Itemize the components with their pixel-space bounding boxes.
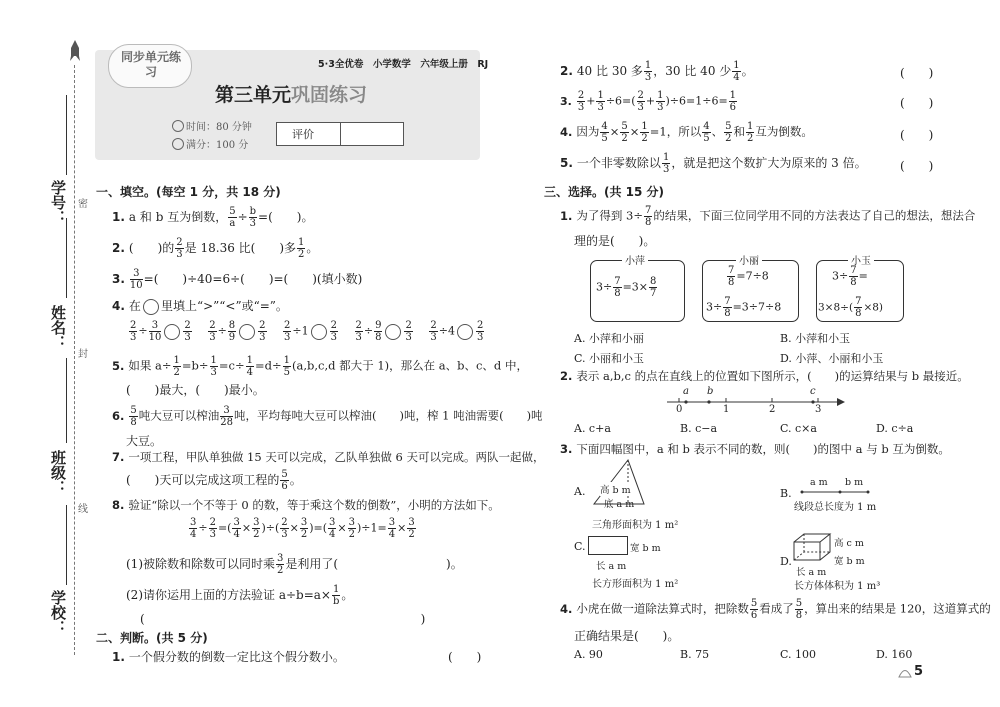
choice-4-line2: 正确结果是( )。	[574, 629, 680, 643]
rocket-icon	[70, 40, 80, 62]
circle-icon	[143, 299, 159, 315]
judge-1: 1. 一个假分数的倒数一定比这个假分数小。	[112, 650, 345, 664]
choice-4-option-d[interactable]: D. 160	[876, 648, 913, 661]
judge-4: 4. 因为 $\frac{4}{5}$ × $\frac{5}{2}$ × $\frac{1}{2}$ =1，所以 $\frac{4}{5}$ 、 $\frac{5}{2}$ 和 $\frac{1}{2}$ 互为倒数。	[560, 121, 813, 144]
choice-3: 3. 下面四幅图中，a 和 b 表示不同的数，则( )的图中 a 与 b 互为倒数。	[560, 442, 950, 456]
question-8-answer: ( )	[140, 612, 426, 626]
seal-mark-3: 线	[78, 504, 88, 515]
judge-2: 2. 40 比 30 多 $\frac{1}{3}$ ，30 比 40 少 $\frac{1}{4}$ 。	[560, 60, 754, 83]
tick-3: 3	[815, 404, 822, 415]
figure-a-label[interactable]: A.	[574, 485, 586, 498]
title-part-a: 第三单元	[215, 84, 292, 106]
judge-1-answer[interactable]: ( )	[448, 650, 482, 664]
choice-1-line2: 理的是( )。	[574, 234, 656, 248]
question-8: 8. 验证“除以一个不等于 0 的数，等于乘这个数的倒数”，小明的方法如下。	[112, 498, 500, 512]
eval-label: 评价	[292, 128, 314, 141]
choice-2: 2. 表示 a,b,c 的点在直线上的位置如下图所示，( )的运算结果与 b 最接近。	[560, 369, 969, 383]
method-formula-xiaoping: 3÷ $\frac{7}{8}$ =3× $\frac{8}{7}$	[596, 276, 657, 299]
cuboid-figure	[792, 532, 832, 562]
question-8-sub2: (2)请你运用上面的方法验证 a÷b=a× $\frac{1}{b}$ 。	[126, 584, 354, 607]
compare-circle-4[interactable]	[385, 324, 401, 340]
section-choice: 三、选择。(共 15 分)	[544, 185, 665, 199]
choice-1-option-b[interactable]: B. 小萍和小玉	[780, 332, 851, 345]
question-3: 3. $\frac{3}{10}$ =( )÷40=6÷( )=( )(填小数)	[112, 268, 363, 291]
series-line: 5·3全优卷 小学数学 六年级上册 RJ	[318, 59, 489, 70]
choice-4: 4. 小虎在做一道除法算式时，把除数 $\frac{5}{6}$ 看成了 $\frac{5}{8}$ ，算出来的结果是 120，这道算式的	[560, 598, 991, 621]
choice-2-option-a[interactable]: A. c+a	[574, 422, 611, 435]
triangle-height: 高 b m	[600, 482, 631, 496]
question-4: 4. 在 里填上“>”“<”或“=”。	[112, 299, 288, 313]
figure-a-caption: 三角形面积为 1 m²	[592, 520, 679, 531]
page-corner-icon	[898, 666, 912, 678]
judge-3: 3. $\frac{2}{3}$ + $\frac{1}{3}$ ÷6=( $\frac{2}{3}$ + $\frac{1}{3}$ )÷6=1÷6= $\frac{1}{6}$	[560, 90, 737, 113]
question-8-sub1: (1)被除数和除数可以同时乘 $\frac{3}{2}$ 是利用了( )。	[126, 553, 463, 576]
question-5-line2: ( )最大，( )最小。	[126, 383, 265, 397]
choice-1-option-d[interactable]: D. 小萍、小丽和小玉	[780, 352, 884, 365]
cuboid-height: 高 c m	[834, 538, 864, 549]
name-line	[66, 218, 67, 298]
school-label: 学校：	[49, 590, 67, 635]
seal-mark-2: 封	[78, 349, 88, 360]
question-7-line2: ( )天可以完成这项工程的 $\frac{5}{6}$ 。	[126, 469, 302, 492]
choice-2-option-d[interactable]: D. c÷a	[876, 422, 914, 435]
name-label: 姓名：	[49, 305, 67, 350]
judge-3-answer[interactable]: ( )	[900, 96, 934, 110]
method-name-xiaoli: 小丽	[736, 252, 762, 267]
segment-a: a m	[810, 477, 828, 488]
choice-2-option-b[interactable]: B. c−a	[680, 422, 718, 435]
question-8-formula: $\frac{3}{4}$ ÷ $\frac{2}{3}$ =( $\frac{3}{4}$ × $\frac{3}{2}$ )÷( $\frac{2}{3}$ × $\frac{3}{2}$ )=( $\frac{3}{4}$ × $\frac{3}{2}$ )÷1= $\frac{3}{4}$ × $\frac{3}{2}$	[190, 517, 415, 540]
score-text: 满分：100 分	[186, 140, 249, 151]
compare-row: $\frac{2}{3}$ ÷ $\frac{3}{10}$ $\frac{2}{3}$ $\frac{2}{3}$ ÷ $\frac{8}{9}$ $\frac{2}{3}$ $\frac{2}{3}$ ÷1 $\frac{2}{3}$ $\frac{2}{3}$ ÷ $\frac{9}{8}$ $\frac{2}{3}$ $\frac{2}{3}$ ÷4 $\frac{2}{3}$	[130, 320, 484, 343]
page-number: 5	[914, 664, 924, 679]
section-judge: 二、判断。(共 5 分)	[96, 631, 208, 645]
point-b: b	[707, 386, 714, 397]
rectangle-figure	[588, 536, 628, 555]
judge-2-answer[interactable]: ( )	[900, 66, 934, 80]
question-6-line2: 大豆。	[126, 434, 163, 448]
cuboid-width: 宽 b m	[834, 556, 865, 567]
rectangle-width: 宽 b m	[630, 543, 661, 554]
compare-circle-5[interactable]	[457, 324, 473, 340]
judge-5: 5. 一个非零数除以 $\frac{1}{3}$ ，就是把这个数扩大为原来的 3 倍。	[560, 152, 867, 175]
cuboid-length: 长 a m	[796, 567, 827, 578]
choice-4-option-a[interactable]: A. 90	[574, 648, 603, 661]
question-7: 7. 一项工程，甲队单独做 15 天可以完成，乙队单独做 6 天可以完成。两队一起做，	[112, 450, 545, 464]
figure-c-caption: 长方形面积为 1 m²	[592, 579, 679, 590]
triangle-base: 底 a m	[604, 499, 635, 510]
class-line	[66, 358, 67, 443]
page-title	[215, 80, 367, 107]
question-1: 1. a 和 b 互为倒数， $\frac{5}{a}$ ÷ $\frac{b}{3}$ =( )。	[112, 206, 314, 229]
figure-c-label[interactable]: C.	[574, 540, 586, 553]
point-c: c	[810, 386, 816, 397]
question-2: 2. ( )的 $\frac{2}{3}$ 是 18.36 比( )多 $\frac{1}{2}$ 。	[112, 237, 319, 260]
method-formula-xiaoli-2: 3÷ $\frac{7}{8}$ =3÷7÷8	[706, 296, 782, 319]
choice-1-option-a[interactable]: A. 小萍和小丽	[574, 332, 644, 345]
compare-circle-3[interactable]	[311, 324, 327, 340]
clock-icon	[172, 120, 184, 132]
badge-text: 同步单元练习	[120, 50, 181, 79]
tick-2: 2	[769, 404, 776, 415]
question-6: 6. $\frac{5}{8}$ 吨大豆可以榨油 $\frac{3}{28}$ 吨，平均每吨大豆可以榨油( )吨，榨 1 吨油需要( )吨	[112, 405, 543, 428]
time-text: 时间：80 分钟	[186, 122, 252, 133]
method-formula-xiaoyu-2: 3×8÷( $\frac{7}{8}$ ×8)	[818, 296, 884, 319]
choice-1-option-c[interactable]: C. 小丽和小玉	[574, 352, 645, 365]
point-a: a	[683, 386, 689, 397]
tick-1: 1	[723, 404, 730, 415]
compare-circle-2[interactable]	[239, 324, 255, 340]
choice-4-option-c[interactable]: C. 100	[780, 648, 817, 661]
seal-mark-1: 密	[78, 199, 88, 210]
figure-d-caption: 长方体体积为 1 m³	[794, 581, 881, 592]
compare-circle-1[interactable]	[164, 324, 180, 340]
section-fill-blank: 一、填空。(每空 1 分，共 18 分)	[96, 185, 281, 199]
figure-b-label[interactable]: B.	[780, 487, 792, 500]
method-formula-xiaoyu-1: 3÷ $\frac{7}{8}$ =	[832, 265, 868, 288]
choice-4-option-b[interactable]: B. 75	[680, 648, 710, 661]
method-name-xiaoping: 小萍	[622, 252, 648, 267]
class-label: 班级：	[49, 450, 67, 495]
question-5: 5. 如果 a÷ $\frac{1}{2}$ =b÷ $\frac{1}{3}$ =c÷ $\frac{1}{4}$ =d÷ $\frac{1}{5}$ (a,b,c,d 都大于 1)，那么在 a、b、c、d 中，	[112, 355, 528, 378]
no-line	[66, 95, 67, 175]
tick-0: 0	[676, 404, 683, 415]
segment-b: b m	[845, 477, 864, 488]
eval-divider	[340, 122, 341, 145]
figure-d-label[interactable]: D.	[780, 555, 792, 568]
judge-5-answer[interactable]: ( )	[900, 159, 934, 173]
method-formula-xiaoli-1: $\frac{7}{8}$ =7÷8	[728, 265, 769, 288]
school-line	[66, 505, 67, 585]
title-part-b: 巩固练习	[291, 84, 368, 106]
rectangle-length: 长 a m	[596, 561, 627, 572]
choice-1: 1. 为了得到 3÷ $\frac{7}{8}$ 的结果，下面三位同学用不同的方法表达了自己的想法，想法合	[560, 205, 976, 228]
binding-line	[74, 65, 75, 655]
judge-4-answer[interactable]: ( )	[900, 128, 934, 142]
no-label: 学号：	[49, 180, 67, 225]
check-icon	[172, 138, 184, 150]
method-name-xiaoyu: 小玉	[848, 252, 874, 267]
figure-b-caption: 线段总长度为 1 m	[794, 502, 877, 513]
choice-2-option-c[interactable]: C. c×a	[780, 422, 817, 435]
